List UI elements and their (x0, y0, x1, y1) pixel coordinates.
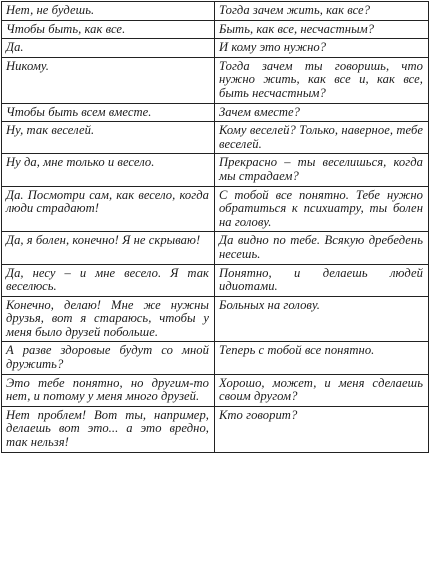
left-cell: Чтобы быть, как все. (2, 20, 215, 39)
table-row (2, 296, 429, 342)
table-row (2, 57, 429, 103)
left-cell: Да. Посмотри сам, как весело, когда люди страдают! (2, 186, 215, 232)
right-cell: Да видно по тебе. Всякую дребедень несешь. (215, 232, 429, 264)
right-cell: Тогда зачем жить, как все? (215, 2, 429, 21)
left-cell: Конечно, делаю! Мне же нужны друзья, вот я стараюсь, чтобы у меня было друзей побольше. (2, 296, 215, 342)
right-cell: Кто говорит? (215, 406, 429, 452)
right-cell: Больных на голову. (215, 296, 429, 342)
right-cell: Тогда зачем ты говоришь, что нужно жить, как все и, как все, быть несчастным? (215, 57, 429, 103)
left-cell: Да, несу – и мне весело. Я так веселюсь. (2, 264, 215, 296)
left-cell: Никому. (2, 57, 215, 103)
right-cell: Зачем вместе? (215, 103, 429, 122)
table-row (2, 374, 429, 406)
right-cell: И кому это нужно? (215, 39, 429, 58)
left-cell: А разве здоровые будут со мной дружить? (2, 342, 215, 374)
right-cell: Быть, как все, несчастным? (215, 20, 429, 39)
table-row (2, 406, 429, 452)
left-cell: Чтобы быть всем вместе. (2, 103, 215, 122)
right-cell: С тобой все понятно. Тебе нужно обратиться к психиатру, ты болен на голову. (215, 186, 429, 232)
left-cell: Да. (2, 39, 215, 58)
table-row (2, 39, 429, 58)
table-row (2, 186, 429, 232)
table-row (2, 2, 429, 21)
dialogue-table (1, 1, 429, 453)
right-cell: Понятно, и делаешь людей идиотами. (215, 264, 429, 296)
right-cell: Кому веселей? Только, наверное, тебе веселей. (215, 122, 429, 154)
left-cell: Это тебе понятно, но другим-то нет, и потому у меня много друзей. (2, 374, 215, 406)
right-cell: Хорошо, может, и меня сделаешь своим другом? (215, 374, 429, 406)
left-cell: Ну, так веселей. (2, 122, 215, 154)
table-row (2, 264, 429, 296)
table-row (2, 122, 429, 154)
table-row (2, 154, 429, 186)
left-cell: Ну да, мне только и весело. (2, 154, 215, 186)
left-cell: Нет, не будешь. (2, 2, 215, 21)
table-row (2, 103, 429, 122)
left-cell: Нет проблем! Вот ты, например, делаешь вот это... а это вредно, так нельзя! (2, 406, 215, 452)
table-row (2, 342, 429, 374)
right-cell: Теперь с тобой все понятно. (215, 342, 429, 374)
table-row (2, 20, 429, 39)
right-cell: Прекрасно – ты веселишься, когда мы страдаем? (215, 154, 429, 186)
table-row (2, 232, 429, 264)
left-cell: Да, я болен, конечно! Я не скрываю! (2, 232, 215, 264)
